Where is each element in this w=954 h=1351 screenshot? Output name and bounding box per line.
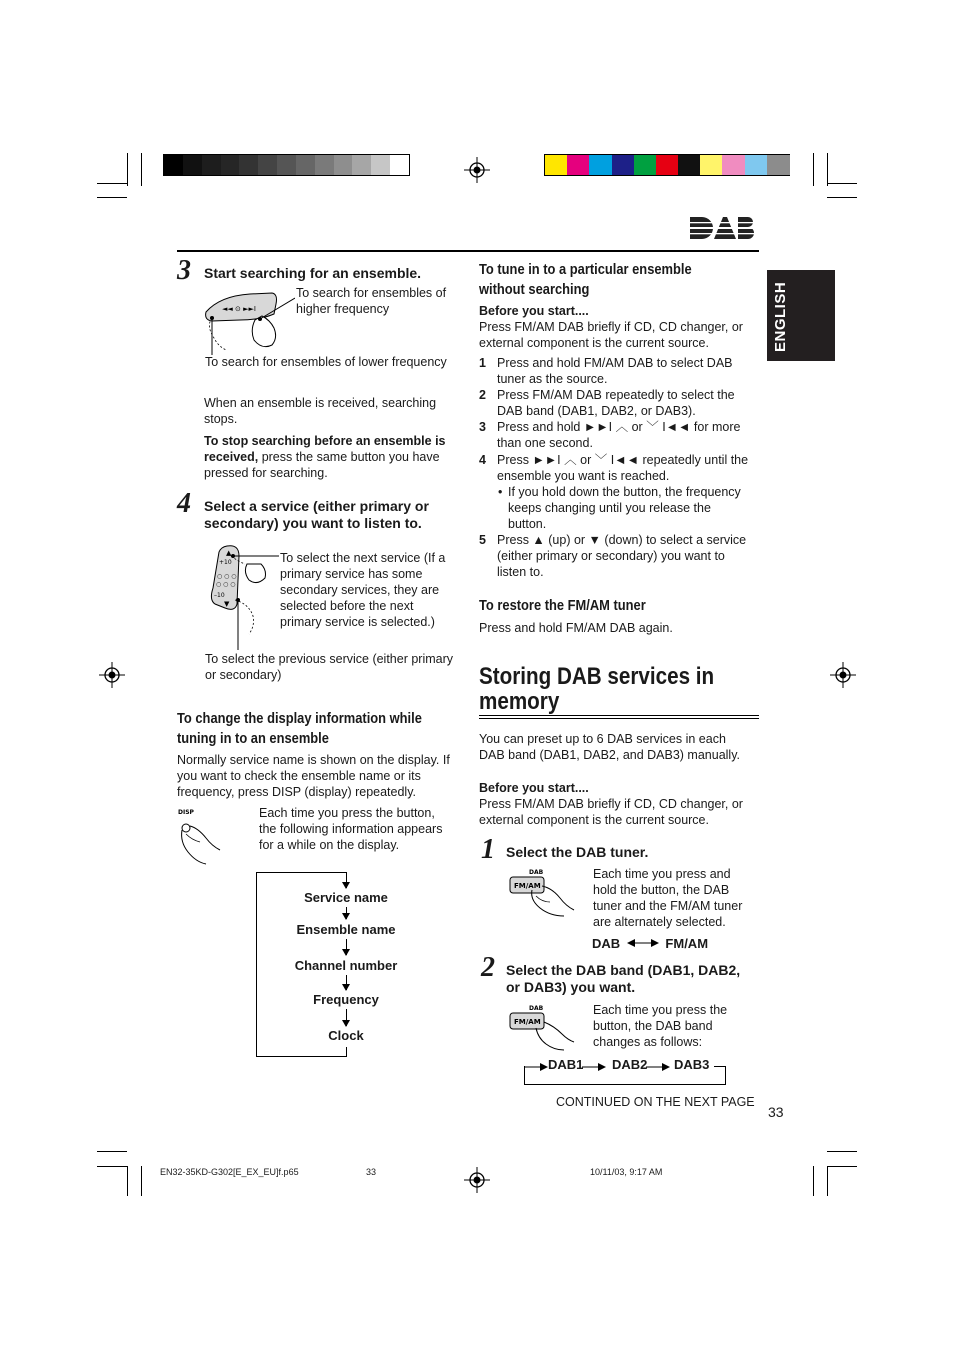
- calibration-swatch: [352, 155, 371, 175]
- calibration-swatch: [258, 155, 277, 175]
- file-timestamp: 10/11/03, 9:17 AM: [590, 1167, 663, 1177]
- tune-item-4-num: 4: [479, 453, 486, 467]
- stop-note-bold: To stop searching before an ensemble is received,: [204, 434, 446, 464]
- skip-forward-icon: ►►I: [583, 420, 613, 434]
- skip-forward-icon: ►►I: [532, 453, 561, 467]
- minus-10-label: –10: [214, 592, 225, 599]
- skip-back-icon: I◄◄: [610, 453, 639, 467]
- top-rule: [177, 250, 759, 252]
- restore-text: Press and hold FM/AM DAB again.: [479, 621, 673, 635]
- callout-previous-service: To select the previous service (either primary or secondary): [205, 652, 454, 682]
- flow-item-clock: Clock: [328, 1028, 364, 1043]
- calibration-swatch: [700, 155, 723, 175]
- calibration-swatch: [634, 155, 657, 175]
- tune-heading: To tune in to a particular ensemble without searching: [479, 261, 692, 298]
- band-cycle: [524, 1055, 726, 1085]
- dab-logo-icon: [688, 213, 758, 243]
- fmam-btn-1-label: FM/AM: [514, 882, 541, 890]
- disp-label: DISP: [178, 809, 194, 816]
- store-step-1-title: Select the DAB tuner.: [506, 844, 649, 860]
- calibration-swatch: [334, 155, 353, 175]
- tune-item-5-num: 5: [479, 533, 486, 547]
- calibration-swatch: [656, 155, 679, 175]
- arrow-right-icon: [524, 1062, 548, 1072]
- fmam-button-illustration-1: [508, 866, 583, 918]
- color-calibration-bar: [544, 154, 790, 176]
- storing-title: Storing DAB services in memory: [479, 663, 715, 715]
- dab-fmam-toggle: [592, 936, 708, 952]
- calibration-swatch: [277, 155, 296, 175]
- flow-item-channel-number: Channel number: [294, 958, 398, 973]
- calibration-swatch: [745, 155, 768, 175]
- tune-item-2-num: 2: [479, 388, 486, 402]
- registration-target-icon: [99, 662, 125, 688]
- store-step-1-number: 1: [481, 834, 495, 865]
- tune-item-1-text: Press and hold FM/AM DAB to select DAB tuner as the source.: [497, 356, 733, 386]
- display-info-flow: [256, 872, 436, 1057]
- arrow-right-icon: [582, 1062, 606, 1072]
- band-dab2: DAB2: [612, 1057, 648, 1072]
- store-step-2-desc: Each time you press the button, the DAB band changes as follows:: [593, 1003, 728, 1049]
- registration-target-icon: [464, 157, 490, 183]
- band-dab3: DAB3: [674, 1057, 710, 1072]
- down-chevron-icon: ﹀: [646, 420, 659, 434]
- step-4-title: Select a service (either primary or secondary) you want to listen to.: [204, 498, 429, 531]
- svg-text:○ ○ ○: ○ ○ ○: [216, 581, 236, 588]
- step-3-para: When an ensemble is received, searching stops.: [204, 396, 437, 426]
- page-number: 33: [768, 1104, 784, 1120]
- tune-bullet: • If you hold down the button, the frequency keeps changing until you release the button.: [498, 485, 741, 531]
- plus-10-label: +10: [219, 559, 232, 566]
- disp-button-illustration: [176, 806, 226, 868]
- store-step-2-number: 2: [481, 952, 495, 983]
- flow-item-ensemble-name: Ensemble name: [296, 922, 396, 937]
- storing-before-label: Before you start....: [479, 781, 589, 795]
- language-tab-label: ENGLISH: [772, 281, 789, 352]
- svg-text:▼: ▼: [224, 600, 230, 608]
- storing-rule-2: [479, 718, 759, 719]
- step-3-number: 3: [177, 255, 191, 286]
- callout-next-service: To select the next service (If a primary service has some secondary services, they are selected before the next primary service is selected.): [280, 551, 446, 629]
- up-chevron-icon: ︿: [615, 420, 629, 434]
- tune-before-text: Press FM/AM DAB briefly if CD, CD changer, or external component is the current source.: [479, 320, 743, 350]
- step-3-stop-note: [204, 433, 456, 481]
- storing-intro: You can preset up to 6 DAB services in each DAB band (DAB1, DAB2, and DAB3) manually.: [479, 732, 741, 762]
- calibration-swatch: [296, 155, 315, 175]
- calibration-swatch: [545, 155, 568, 175]
- skip-back-icon: I◄◄: [662, 420, 691, 434]
- calibration-swatch: [589, 155, 612, 175]
- registration-target-icon: [830, 662, 856, 688]
- display-para: Normally service name is shown on the display. If you want to check the ensemble name or its frequency, press DISP (display) repeatedly.: [177, 753, 450, 799]
- tune-item-1-num: 1: [479, 356, 486, 370]
- tune-item-3-text: Press and hold ►►I ︿ or ﹀ I◄◄ for more than one second.: [497, 420, 741, 450]
- calibration-swatch: [239, 155, 258, 175]
- step-4-number: 4: [177, 488, 191, 519]
- calibration-swatch: [390, 155, 409, 175]
- calibration-swatch: [767, 155, 790, 175]
- step-3-title: Start searching for an ensemble.: [204, 265, 422, 281]
- restore-heading: To restore the FM/AM tuner: [479, 597, 646, 614]
- calibration-swatch: [164, 155, 183, 175]
- svg-text:▲: ▲: [226, 549, 232, 557]
- tune-item-2-text: Press FM/AM DAB repeatedly to select the DAB band (DAB1, DAB2, or DAB3).: [497, 388, 735, 418]
- calibration-swatch: [221, 155, 240, 175]
- svg-text:◄◄ ⊙ ►►I: ◄◄ ⊙ ►►I: [222, 305, 256, 313]
- calibration-swatch: [678, 155, 701, 175]
- registration-target-icon: [464, 1167, 490, 1193]
- callout-higher-frequency: To search for ensembles of higher frequency: [296, 286, 447, 316]
- calibration-swatch: [371, 155, 390, 175]
- arrow-right-icon: [646, 1062, 670, 1072]
- gray-calibration-bar: [163, 154, 410, 176]
- svg-text:○ ○ ○: ○ ○ ○: [217, 573, 237, 580]
- toggle-dab: DAB: [592, 936, 621, 951]
- flow-item-frequency: Frequency: [313, 992, 379, 1007]
- fmam-btn-2-label: FM/AM: [514, 1018, 541, 1026]
- dab-logo-text: [688, 213, 690, 229]
- up-chevron-icon: ︿: [564, 453, 577, 467]
- tune-before-label: Before you start....: [479, 304, 589, 318]
- calibration-swatch: [183, 155, 202, 175]
- callout-lower-frequency: To search for ensembles of lower frequency: [205, 355, 447, 369]
- calibration-swatch: [202, 155, 221, 175]
- service-button-illustration: [205, 542, 285, 652]
- down-chevron-icon: ﹀: [594, 453, 608, 467]
- tune-item-4-text: Press ►►I ︿ or ﹀ I◄◄ repeatedly until the ensemble you want is reached.: [497, 453, 749, 483]
- flow-item-service-name: Service name: [304, 890, 388, 905]
- file-page: 33: [366, 1167, 377, 1177]
- fmam-btn-1-top: DAB: [529, 869, 544, 876]
- display-each-time: Each time you press the button, the following information appears for a while on the display.: [259, 806, 443, 852]
- fmam-button-illustration-2: [508, 1002, 583, 1054]
- tune-item-5-text: Press ▲ (up) or ▼ (down) to select a service (either primary or secondary) you want to listen to.: [497, 533, 747, 579]
- seek-button-illustration: [200, 290, 295, 355]
- calibration-swatch: [612, 155, 635, 175]
- band-dab1: DAB1: [548, 1057, 584, 1072]
- bidirectional-arrow-icon: [627, 938, 659, 948]
- dab-logo: [688, 213, 758, 243]
- display-heading: To change the display information while tuning in to an ensemble: [177, 710, 422, 747]
- storing-before-text: Press FM/AM DAB briefly if CD, CD changer, or external component is the current source.: [479, 797, 743, 827]
- tune-item-3-num: 3: [479, 420, 486, 434]
- storing-rule: [479, 715, 759, 716]
- toggle-fmam: FM/AM: [665, 936, 709, 951]
- store-step-2-title: Select the DAB band (DAB1, DAB2, or DAB3) you want.: [506, 962, 741, 995]
- calibration-swatch: [722, 155, 745, 175]
- stop-note-rest: press the same button you have pressed for searching.: [204, 450, 440, 480]
- calibration-swatch: [567, 155, 590, 175]
- file-name: EN32-35KD-G302[E_EX_EU]f.p65: [160, 1167, 299, 1177]
- language-tab: [767, 270, 835, 361]
- continued-notice: CONTINUED ON THE NEXT PAGE: [556, 1095, 755, 1109]
- calibration-swatch: [315, 155, 334, 175]
- store-step-1-desc: Each time you press and hold the button, the DAB tuner and the FM/AM tuner are alternately selected.: [593, 867, 743, 929]
- fmam-btn-2-top: DAB: [529, 1005, 544, 1012]
